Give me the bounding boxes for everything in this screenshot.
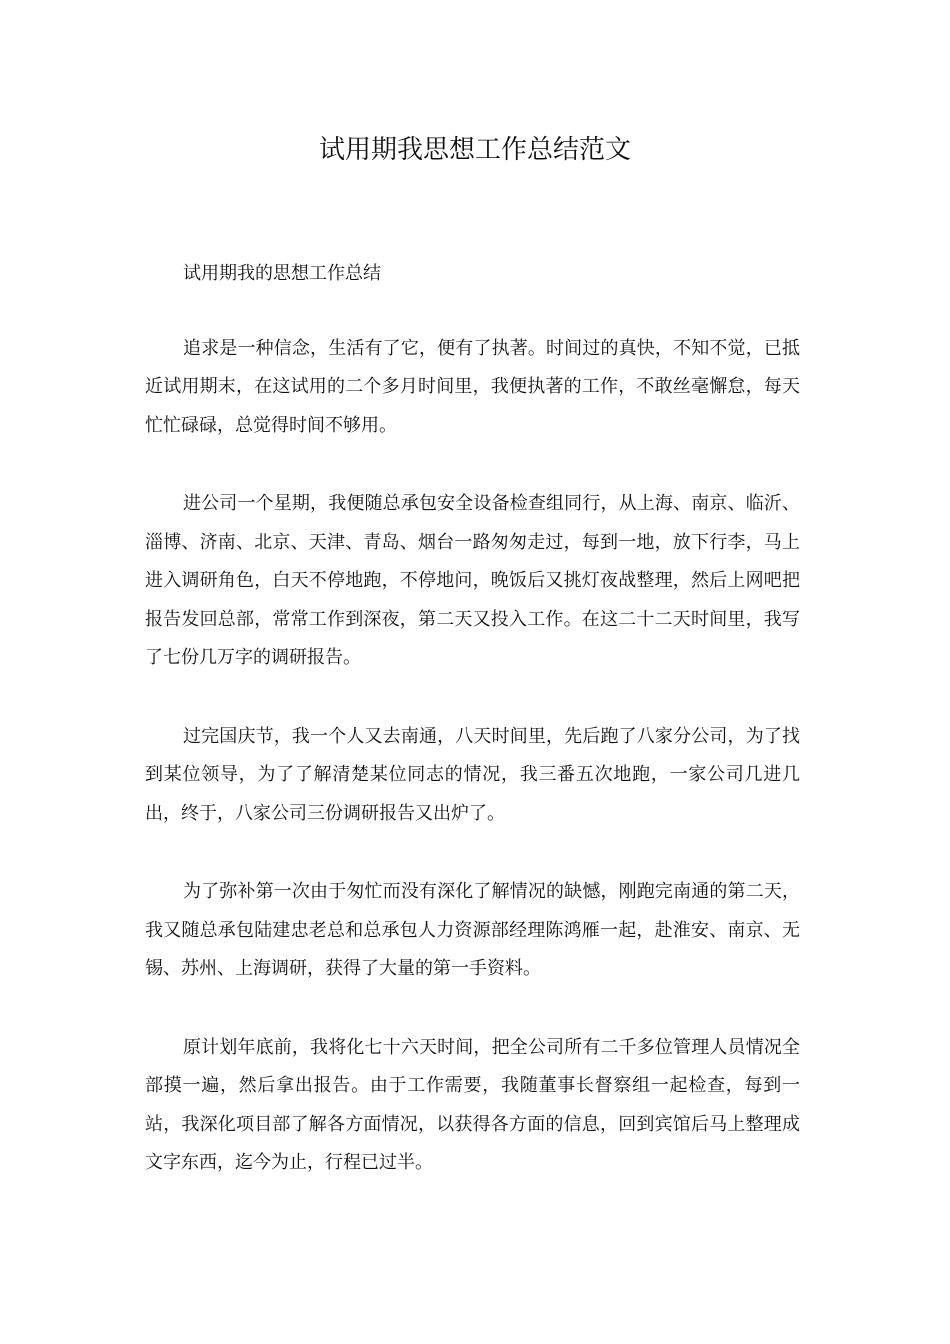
document-body — [145, 255, 800, 1223]
paragraph: 追求是一种信念，生活有了它，便有了执著。时间过的真快，不知不觉，已抵近试用期末，在这试用的二个多月时间里，我便执著的工作，不敢丝毫懈怠，每天忙忙碌碌，总觉得时间不够用。 — [145, 337, 800, 436]
document-title: 试用期我思想工作总结范文 — [318, 135, 631, 165]
paragraph: 进公司一个星期，我便随总承包安全设备检查组同行，从上海、南京、临沂、淄博、济南、北京、天津、青岛、烟台一路匆匆走过，每到一地，放下行李，马上进入调研角色，白天不停地跑，不停地问，晚饭后又挑灯夜战整理，然后上网吧把报告发回总部，常常工作到深夜，第二天又投入工作。在这二十二天时间里，我写了七份几万字的调研报告。 — [145, 493, 800, 668]
document-subtitle: 试用期我的思想工作总结 — [183, 263, 381, 284]
paragraph: 原计划年底前，我将化七十六天时间，把全公司所有二千多位管理人员情况全部摸一遍，然后拿出报告。由于工作需要，我随董事长督察组一起检查，每到一站，我深化项目部了解各方面情况，以获得各方面的信息，回到宾馆后马上整理成文字东西，迄今为止，行程已过半。 — [145, 1036, 800, 1173]
paragraph: 过完国庆节，我一个人又去南通，八天时间里，先后跑了八家分公司，为了找到某位领导，为了了解清楚某位同志的情况，我三番五次地跑，一家公司几进几出，终于，八家公司三份调研报告又出炉了。 — [145, 725, 800, 824]
paragraph: 为了弥补第一次由于匆忙而没有深化了解情况的缺憾，刚跑完南通的第二天，我又随总承包陆建忠老总和总承包人力资源部经理陈鸿雁一起，赴淮安、南京、无锡、苏州、上海调研，获得了大量的第一手资料。 — [145, 881, 800, 979]
